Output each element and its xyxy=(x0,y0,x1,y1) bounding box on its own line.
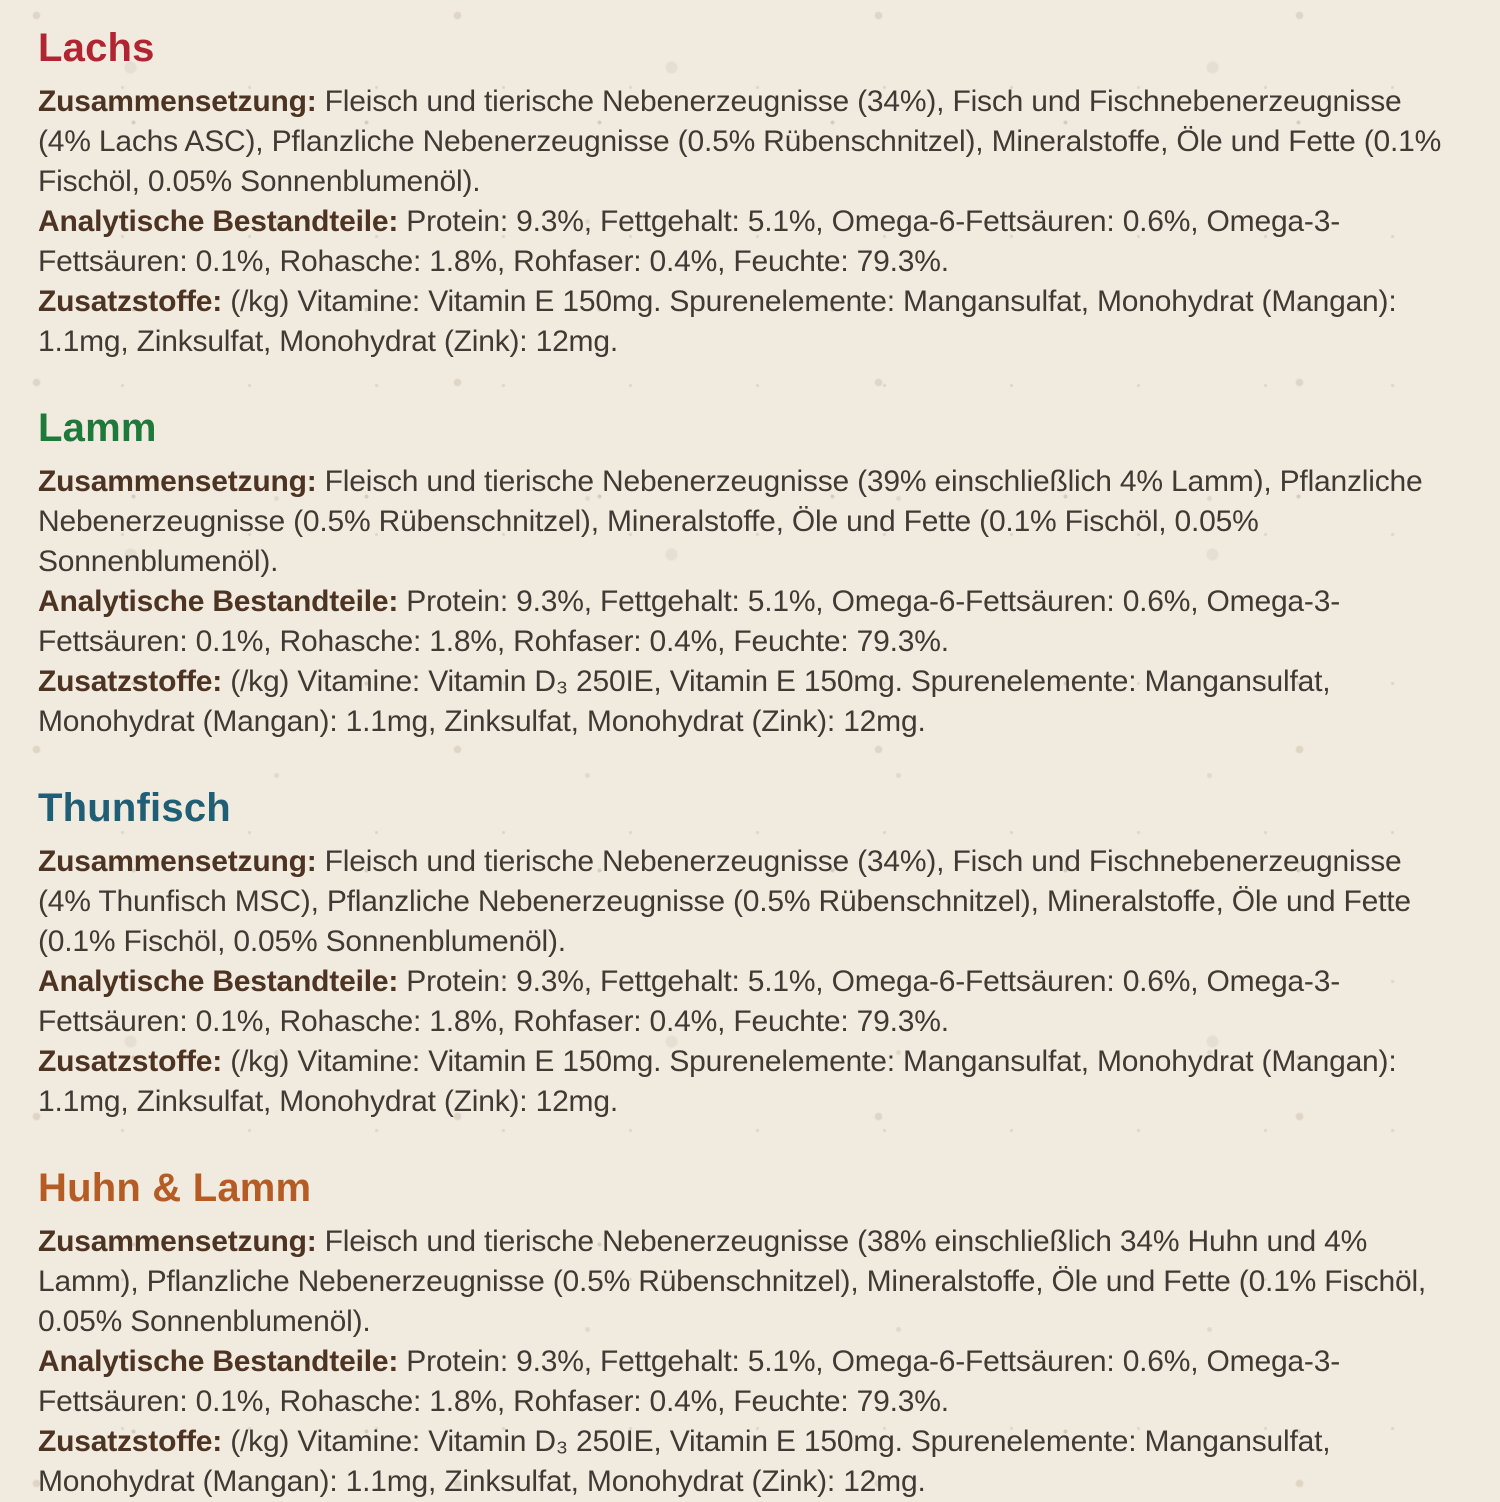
additives-paragraph xyxy=(38,662,1460,742)
analytical-constituents-paragraph xyxy=(38,962,1460,1042)
composition-paragraph xyxy=(38,1222,1460,1342)
section-title-lamm: Lamm xyxy=(38,406,157,450)
additives-label: Zusatzstoffe: xyxy=(38,1425,223,1458)
section-title-lachs: Lachs xyxy=(38,26,155,70)
section-lachs xyxy=(38,26,1460,362)
analytical-constituents-label: Analytische Bestandteile: xyxy=(38,585,399,618)
analytical-constituents-text: Protein: 9.3%, Fettgehalt: 5.1%, Omega-6-Fettsäuren: 0.6%, Omega-3-Fettsäuren: 0.1%, Rohasche: 1.8%, Rohfaser: 0.4%, Feuchte: 79.3%. xyxy=(38,585,1340,658)
section-thunfisch xyxy=(38,786,1460,1122)
section-lamm xyxy=(38,406,1460,742)
composition-text: Fleisch und tierische Nebenerzeugnisse (34%), Fisch und Fischnebenerzeugnisse (4% Thunfisch MSC), Pflanzliche Nebenerzeugnisse (0.5% Rübenschnitzel), Mineralstoffe, Öle und Fette (0.1% Fischöl, 0.05% Sonnenblumenöl). xyxy=(38,845,1411,958)
section-title-thunfisch: Thunfisch xyxy=(38,786,231,830)
additives-label: Zusatzstoffe: xyxy=(38,285,223,318)
analytical-constituents-text: Protein: 9.3%, Fettgehalt: 5.1%, Omega-6-Fettsäuren: 0.6%, Omega-3-Fettsäuren: 0.1%, Rohasche: 1.8%, Rohfaser: 0.4%, Feuchte: 79.3%. xyxy=(38,1345,1340,1418)
additives-text: (/kg) Vitamine: Vitamin E 150mg. Spurenelemente: Mangansulfat, Monohydrat (Mangan): 1.1mg, Zinksulfat, Monohydrat (Zink): 12mg. xyxy=(38,1045,1397,1118)
analytical-constituents-label: Analytische Bestandteile: xyxy=(38,965,399,998)
additives-text: (/kg) Vitamine: Vitamin D₃ 250IE, Vitamin E 150mg. Spurenelemente: Mangansulfat, Monohydrat (Mangan): 1.1mg, Zinksulfat, Monohydrat (Zink): 12mg. xyxy=(38,1425,1331,1498)
analytical-constituents-text: Protein: 9.3%, Fettgehalt: 5.1%, Omega-6-Fettsäuren: 0.6%, Omega-3-Fettsäuren: 0.1%, Rohasche: 1.8%, Rohfaser: 0.4%, Feuchte: 79.3%. xyxy=(38,965,1340,1038)
composition-label: Zusammensetzung: xyxy=(38,1225,317,1258)
composition-paragraph xyxy=(38,842,1460,962)
analytical-constituents-paragraph xyxy=(38,1342,1460,1422)
additives-paragraph xyxy=(38,1422,1460,1502)
composition-label: Zusammensetzung: xyxy=(38,845,317,878)
additives-text: (/kg) Vitamine: Vitamin D₃ 250IE, Vitamin E 150mg. Spurenelemente: Mangansulfat, Monohydrat (Mangan): 1.1mg, Zinksulfat, Monohydrat (Zink): 12mg. xyxy=(38,665,1331,738)
additives-paragraph xyxy=(38,1042,1460,1122)
additives-label: Zusatzstoffe: xyxy=(38,1045,223,1078)
section-title-huhn-lamm: Huhn & Lamm xyxy=(38,1166,312,1210)
composition-label: Zusammensetzung: xyxy=(38,85,317,118)
composition-text: Fleisch und tierische Nebenerzeugnisse (38% einschließlich 34% Huhn und 4% Lamm), Pflanzliche Nebenerzeugnisse (0.5% Rübenschnitzel), Mineralstoffe, Öle und Fette (0.1% Fischöl, 0.05% Sonnenblumenöl). xyxy=(38,1225,1427,1338)
composition-paragraph xyxy=(38,82,1460,202)
composition-paragraph xyxy=(38,462,1460,582)
additives-label: Zusatzstoffe: xyxy=(38,665,223,698)
analytical-constituents-paragraph xyxy=(38,582,1460,662)
composition-text: Fleisch und tierische Nebenerzeugnisse (39% einschließlich 4% Lamm), Pflanzliche Nebenerzeugnisse (0.5% Rübenschnitzel), Mineralstoffe, Öle und Fette (0.1% Fischöl, 0.05% Sonnenblumenöl). xyxy=(38,465,1423,578)
additives-paragraph xyxy=(38,282,1460,362)
composition-text: Fleisch und tierische Nebenerzeugnisse (34%), Fisch und Fischnebenerzeugnisse (4% Lachs ASC), Pflanzliche Nebenerzeugnisse (0.5% Rübenschnitzel), Mineralstoffe, Öle und Fette (0.1% Fischöl, 0.05% Sonnenblumenöl). xyxy=(38,85,1442,198)
analytical-constituents-label: Analytische Bestandteile: xyxy=(38,1345,399,1378)
analytical-constituents-text: Protein: 9.3%, Fettgehalt: 5.1%, Omega-6-Fettsäuren: 0.6%, Omega-3-Fettsäuren: 0.1%, Rohasche: 1.8%, Rohfaser: 0.4%, Feuchte: 79.3%. xyxy=(38,205,1340,278)
section-huhn-lamm xyxy=(38,1166,1460,1502)
analytical-constituents-paragraph xyxy=(38,202,1460,282)
additives-text: (/kg) Vitamine: Vitamin E 150mg. Spurenelemente: Mangansulfat, Monohydrat (Mangan): 1.1mg, Zinksulfat, Monohydrat (Zink): 12mg. xyxy=(38,285,1397,358)
composition-label: Zusammensetzung: xyxy=(38,465,317,498)
analytical-constituents-label: Analytische Bestandteile: xyxy=(38,205,399,238)
